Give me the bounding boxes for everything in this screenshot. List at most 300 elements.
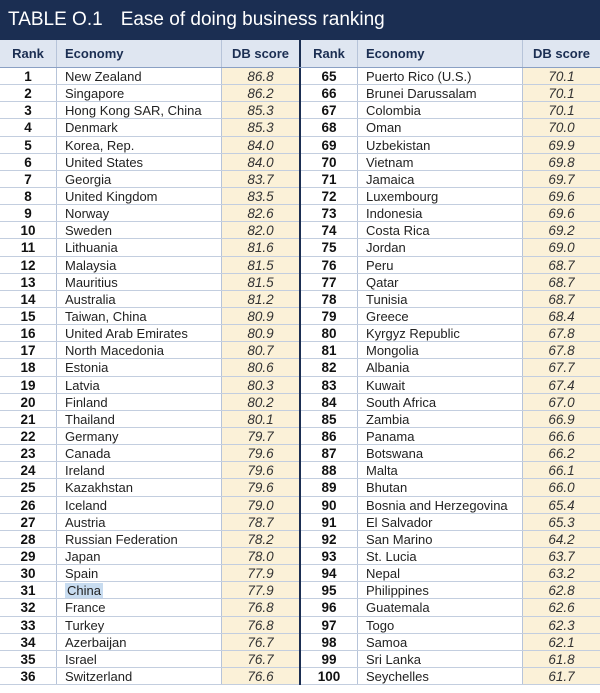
rank-cell: 36 xyxy=(20,668,36,684)
rank-cell: 83 xyxy=(321,377,337,393)
rank-cell: 21 xyxy=(20,411,36,427)
rank-cell: 3 xyxy=(24,103,32,119)
rank-cell: 17 xyxy=(20,343,36,359)
economy-cell xyxy=(357,137,522,153)
score-cell: 81.2 xyxy=(221,291,299,307)
right-column xyxy=(299,68,600,685)
economy-cell xyxy=(56,617,221,633)
economy-cell xyxy=(56,462,221,478)
rank-cell: 65 xyxy=(321,69,337,84)
economy-cell xyxy=(56,119,221,135)
score-cell: 80.2 xyxy=(221,394,299,410)
table-row xyxy=(301,119,600,136)
rank-cell: 78 xyxy=(321,291,337,307)
rank-cell: 87 xyxy=(321,446,337,462)
economy-name: North Macedonia xyxy=(65,343,164,359)
economy-name: Vietnam xyxy=(366,154,414,170)
table-row xyxy=(0,119,299,136)
rank-cell: 92 xyxy=(321,531,337,547)
score-cell: 81.5 xyxy=(221,257,299,273)
economy-name: Georgia xyxy=(65,171,112,187)
table-row xyxy=(0,359,299,376)
table-row xyxy=(301,171,600,188)
economy-cell xyxy=(357,119,522,135)
score-cell: 79.6 xyxy=(221,445,299,461)
rank-cell: 99 xyxy=(321,651,337,667)
score-cell: 62.6 xyxy=(522,599,600,615)
rank-cell: 7 xyxy=(24,171,32,187)
economy-name: New Zealand xyxy=(65,69,142,84)
table-row xyxy=(301,377,600,394)
economy-name: Sweden xyxy=(65,223,112,239)
economy-name: St. Lucia xyxy=(366,548,417,564)
economy-cell xyxy=(56,274,221,290)
score-cell: 85.3 xyxy=(221,119,299,135)
economy-cell xyxy=(56,514,221,530)
table-row xyxy=(0,531,299,548)
score-cell: 80.1 xyxy=(221,411,299,427)
rank-cell: 32 xyxy=(20,600,36,616)
score-cell: 79.0 xyxy=(221,497,299,513)
table-row xyxy=(301,582,600,599)
economy-cell xyxy=(357,308,522,324)
economy-cell xyxy=(56,599,221,615)
rank-cell: 23 xyxy=(20,446,36,462)
economy-cell xyxy=(56,188,221,204)
score-cell: 69.8 xyxy=(522,154,600,170)
economy-cell xyxy=(357,582,522,598)
rank-cell: 14 xyxy=(20,291,36,307)
economy-cell xyxy=(357,102,522,118)
score-cell: 66.2 xyxy=(522,445,600,461)
score-cell: 69.0 xyxy=(522,239,600,255)
score-cell: 64.2 xyxy=(522,531,600,547)
table-row xyxy=(0,514,299,531)
rank-cell: 18 xyxy=(20,360,36,376)
table-row xyxy=(301,599,600,616)
score-cell: 68.7 xyxy=(522,291,600,307)
rank-cell: 98 xyxy=(321,634,337,650)
economy-cell xyxy=(357,274,522,290)
economy-name: El Salvador xyxy=(366,514,433,530)
rank-cell: 73 xyxy=(321,206,337,222)
economy-name: Zambia xyxy=(366,411,410,427)
table-row xyxy=(0,634,299,651)
score-cell: 69.6 xyxy=(522,205,600,221)
table-row xyxy=(0,548,299,565)
score-cell: 66.0 xyxy=(522,479,600,495)
table-row xyxy=(0,582,299,599)
score-cell: 78.0 xyxy=(221,548,299,564)
economy-name: Luxembourg xyxy=(366,188,439,204)
score-cell: 76.7 xyxy=(221,634,299,650)
rank-cell: 30 xyxy=(20,566,36,582)
score-cell: 82.0 xyxy=(221,222,299,238)
table-row xyxy=(0,68,299,85)
economy-cell xyxy=(56,394,221,410)
economy-name: Samoa xyxy=(366,634,408,650)
table-row xyxy=(301,668,600,685)
economy-name: Brunei Darussalam xyxy=(366,86,477,102)
economy-cell xyxy=(357,68,522,84)
table-title-bar xyxy=(0,0,600,40)
table-number: TABLE O.1 xyxy=(8,9,103,30)
table-row xyxy=(0,651,299,668)
score-cell: 78.7 xyxy=(221,514,299,530)
table-row xyxy=(301,222,600,239)
table-row xyxy=(301,479,600,496)
economy-cell xyxy=(56,668,221,684)
rank-cell: 75 xyxy=(321,240,337,256)
score-cell: 70.0 xyxy=(522,119,600,135)
economy-cell xyxy=(56,291,221,307)
rank-cell: 76 xyxy=(321,257,337,273)
score-cell: 61.8 xyxy=(522,651,600,667)
score-cell: 76.7 xyxy=(221,651,299,667)
score-cell: 66.6 xyxy=(522,428,600,444)
economy-cell xyxy=(56,634,221,650)
table-row xyxy=(301,445,600,462)
score-cell: 65.4 xyxy=(522,497,600,513)
economy-name: Mauritius xyxy=(65,274,118,290)
economy-cell xyxy=(357,462,522,478)
rank-cell: 12 xyxy=(20,257,36,273)
table-row xyxy=(301,651,600,668)
rank-cell: 81 xyxy=(321,343,337,359)
table-row xyxy=(0,291,299,308)
rank-cell: 5 xyxy=(24,137,32,153)
score-cell: 81.6 xyxy=(221,239,299,255)
score-cell: 80.9 xyxy=(221,325,299,341)
table-row xyxy=(301,634,600,651)
economy-cell xyxy=(357,497,522,513)
score-cell: 86.2 xyxy=(221,85,299,101)
economy-cell xyxy=(56,85,221,101)
score-cell: 82.6 xyxy=(221,205,299,221)
economy-name: Ireland xyxy=(65,463,105,479)
economy-cell xyxy=(56,171,221,187)
economy-name: Japan xyxy=(65,548,101,564)
table-row xyxy=(301,257,600,274)
economy-cell xyxy=(357,668,522,684)
economy-cell xyxy=(56,239,221,255)
table-header-row xyxy=(0,40,600,68)
score-cell: 78.2 xyxy=(221,531,299,547)
rank-cell: 71 xyxy=(321,171,337,187)
score-cell: 80.6 xyxy=(221,359,299,375)
economy-cell xyxy=(56,102,221,118)
economy-cell xyxy=(357,359,522,375)
economy-name: Taiwan, China xyxy=(65,308,147,324)
table-row xyxy=(0,137,299,154)
rank-cell: 80 xyxy=(321,326,337,342)
rank-cell: 91 xyxy=(321,514,337,530)
table-row xyxy=(0,617,299,634)
economy-name: Qatar xyxy=(366,274,399,290)
score-cell: 69.2 xyxy=(522,222,600,238)
economy-name: Indonesia xyxy=(366,206,423,222)
economy-cell xyxy=(357,205,522,221)
economy-name: Denmark xyxy=(65,120,118,136)
economy-cell xyxy=(357,479,522,495)
rank-cell: 28 xyxy=(20,531,36,547)
score-cell: 79.6 xyxy=(221,479,299,495)
economy-cell xyxy=(56,651,221,667)
rank-cell: 90 xyxy=(321,497,337,513)
economy-name: China xyxy=(67,583,101,599)
score-cell: 69.6 xyxy=(522,188,600,204)
table-row xyxy=(0,239,299,256)
rank-cell: 22 xyxy=(20,428,36,444)
economy-cell xyxy=(357,428,522,444)
score-cell: 67.0 xyxy=(522,394,600,410)
table-row xyxy=(0,565,299,582)
economy-name: Jordan xyxy=(366,240,406,256)
score-cell: 70.1 xyxy=(522,68,600,84)
economy-name: France xyxy=(65,600,106,616)
header-score: DB score xyxy=(522,40,600,67)
table-row xyxy=(301,68,600,85)
economy-cell xyxy=(357,634,522,650)
economy-name: Mongolia xyxy=(366,343,419,359)
table-row xyxy=(301,497,600,514)
economy-cell xyxy=(357,239,522,255)
score-cell: 63.2 xyxy=(522,565,600,581)
table-row xyxy=(301,565,600,582)
table-row xyxy=(301,428,600,445)
economy-name: United Kingdom xyxy=(65,188,158,204)
header-economy: Economy xyxy=(357,40,522,67)
table-row xyxy=(301,462,600,479)
score-cell: 86.8 xyxy=(221,68,299,84)
score-cell: 61.7 xyxy=(522,668,600,684)
table-row xyxy=(0,308,299,325)
score-cell: 85.3 xyxy=(221,102,299,118)
economy-name: Guatemala xyxy=(366,600,430,616)
economy-cell xyxy=(56,222,221,238)
economy-cell xyxy=(56,377,221,393)
economy-cell xyxy=(56,342,221,358)
economy-name: Iceland xyxy=(65,497,107,513)
rank-cell: 96 xyxy=(321,600,337,616)
rank-cell: 15 xyxy=(20,308,36,324)
table-row xyxy=(301,102,600,119)
table-row xyxy=(301,548,600,565)
table-row xyxy=(0,171,299,188)
table-row xyxy=(301,514,600,531)
score-cell: 68.7 xyxy=(522,257,600,273)
economy-cell xyxy=(357,377,522,393)
economy-name: Kyrgyz Republic xyxy=(366,326,460,342)
table-row xyxy=(0,668,299,685)
score-cell: 62.3 xyxy=(522,617,600,633)
table-row xyxy=(0,102,299,119)
rank-cell: 26 xyxy=(20,497,36,513)
rank-cell: 66 xyxy=(321,86,337,102)
table-row xyxy=(301,188,600,205)
table-row xyxy=(301,411,600,428)
economy-name: Israel xyxy=(65,651,97,667)
header-economy: Economy xyxy=(56,40,221,67)
economy-name: Seychelles xyxy=(366,668,429,684)
table-row xyxy=(301,85,600,102)
table-row xyxy=(0,497,299,514)
economy-name: Latvia xyxy=(65,377,100,393)
economy-name: Panama xyxy=(366,428,415,444)
score-cell: 67.8 xyxy=(522,342,600,358)
score-cell: 66.1 xyxy=(522,462,600,478)
table-row xyxy=(301,274,600,291)
table-row xyxy=(301,291,600,308)
economy-name: Estonia xyxy=(65,360,109,376)
economy-name: San Marino xyxy=(366,531,433,547)
economy-cell xyxy=(357,651,522,667)
economy-name: Bhutan xyxy=(366,480,408,496)
header-score: DB score xyxy=(221,40,299,67)
economy-name: Hong Kong SAR, China xyxy=(65,103,202,119)
table-row xyxy=(0,342,299,359)
economy-name: United Arab Emirates xyxy=(65,326,188,342)
rank-cell: 67 xyxy=(321,103,337,119)
rank-cell: 25 xyxy=(20,480,36,496)
economy-cell xyxy=(56,497,221,513)
table-row xyxy=(0,394,299,411)
score-cell: 81.5 xyxy=(221,274,299,290)
economy-cell xyxy=(56,205,221,221)
score-cell: 80.7 xyxy=(221,342,299,358)
rank-cell: 31 xyxy=(20,583,36,599)
table-row xyxy=(0,479,299,496)
rank-cell: 74 xyxy=(321,223,337,239)
economy-cell xyxy=(357,291,522,307)
economy-cell xyxy=(56,137,221,153)
economy-name: Norway xyxy=(65,206,110,222)
economy-cell xyxy=(357,617,522,633)
table-row xyxy=(301,342,600,359)
table-row xyxy=(0,377,299,394)
score-cell: 63.7 xyxy=(522,548,600,564)
table-row xyxy=(301,359,600,376)
economy-name: Nepal xyxy=(366,566,400,582)
table-title: Ease of doing business ranking xyxy=(120,9,385,30)
rank-cell: 11 xyxy=(20,240,36,256)
economy-name: Peru xyxy=(366,257,394,273)
score-cell: 65.3 xyxy=(522,514,600,530)
economy-name: South Africa xyxy=(366,394,437,410)
economy-cell xyxy=(357,154,522,170)
score-cell: 62.8 xyxy=(522,582,600,598)
score-cell: 77.9 xyxy=(221,565,299,581)
score-cell: 84.0 xyxy=(221,137,299,153)
rank-cell: 82 xyxy=(321,360,337,376)
score-cell: 79.6 xyxy=(221,462,299,478)
rank-cell: 6 xyxy=(24,154,32,170)
economy-name: Costa Rica xyxy=(366,223,430,239)
table-row xyxy=(0,462,299,479)
economy-name: Togo xyxy=(366,617,395,633)
table-row xyxy=(0,222,299,239)
economy-cell xyxy=(56,411,221,427)
table-row xyxy=(0,445,299,462)
economy-cell xyxy=(357,599,522,615)
economy-cell xyxy=(56,582,221,598)
score-cell: 68.4 xyxy=(522,308,600,324)
score-cell: 77.9 xyxy=(221,582,299,598)
economy-cell xyxy=(357,548,522,564)
rank-cell: 33 xyxy=(20,617,36,633)
economy-cell xyxy=(56,68,221,84)
economy-name: Canada xyxy=(65,446,111,462)
economy-cell xyxy=(56,531,221,547)
table-row xyxy=(301,137,600,154)
score-cell: 70.1 xyxy=(522,102,600,118)
economy-name: Uzbekistan xyxy=(366,137,431,153)
economy-cell xyxy=(357,394,522,410)
score-cell: 69.7 xyxy=(522,171,600,187)
table-row xyxy=(0,325,299,342)
economy-name: Sri Lanka xyxy=(366,651,421,667)
economy-name: Russian Federation xyxy=(65,531,178,547)
rank-cell: 79 xyxy=(321,308,337,324)
score-cell: 76.6 xyxy=(221,668,299,684)
score-cell: 67.4 xyxy=(522,377,600,393)
economy-name: Switzerland xyxy=(65,668,133,684)
rank-cell: 27 xyxy=(20,514,36,530)
economy-cell xyxy=(357,188,522,204)
economy-name: Philippines xyxy=(366,583,429,599)
economy-cell xyxy=(357,565,522,581)
score-cell: 62.1 xyxy=(522,634,600,650)
table-row xyxy=(301,239,600,256)
economy-cell xyxy=(56,154,221,170)
economy-cell xyxy=(357,411,522,427)
economy-cell xyxy=(56,257,221,273)
economy-name: Kuwait xyxy=(366,377,406,393)
economy-name: Greece xyxy=(366,308,409,324)
header-rank: Rank xyxy=(12,46,44,61)
score-cell: 83.5 xyxy=(221,188,299,204)
score-cell: 79.7 xyxy=(221,428,299,444)
rank-cell: 84 xyxy=(321,394,337,410)
score-cell: 84.0 xyxy=(221,154,299,170)
rank-cell: 77 xyxy=(321,274,337,290)
rank-cell: 85 xyxy=(321,411,337,427)
economy-name: Finland xyxy=(65,394,108,410)
economy-cell xyxy=(56,428,221,444)
economy-cell xyxy=(357,257,522,273)
rank-cell: 69 xyxy=(321,137,337,153)
rank-cell: 89 xyxy=(321,480,337,496)
economy-name: Germany xyxy=(65,428,119,444)
rank-cell: 10 xyxy=(20,223,36,239)
economy-name: Austria xyxy=(65,514,106,530)
table-row xyxy=(0,274,299,291)
table-row xyxy=(301,531,600,548)
economy-name: Tunisia xyxy=(366,291,408,307)
economy-name: Turkey xyxy=(65,617,105,633)
rank-cell: 9 xyxy=(24,206,32,222)
economy-cell xyxy=(357,445,522,461)
economy-cell xyxy=(357,531,522,547)
economy-name: United States xyxy=(65,154,144,170)
rank-cell: 19 xyxy=(20,377,36,393)
table-body xyxy=(0,68,600,685)
economy-name: Singapore xyxy=(65,86,125,102)
economy-name: Colombia xyxy=(366,103,421,119)
rank-cell: 1 xyxy=(24,69,32,84)
table-row xyxy=(301,325,600,342)
rank-cell: 8 xyxy=(24,188,32,204)
